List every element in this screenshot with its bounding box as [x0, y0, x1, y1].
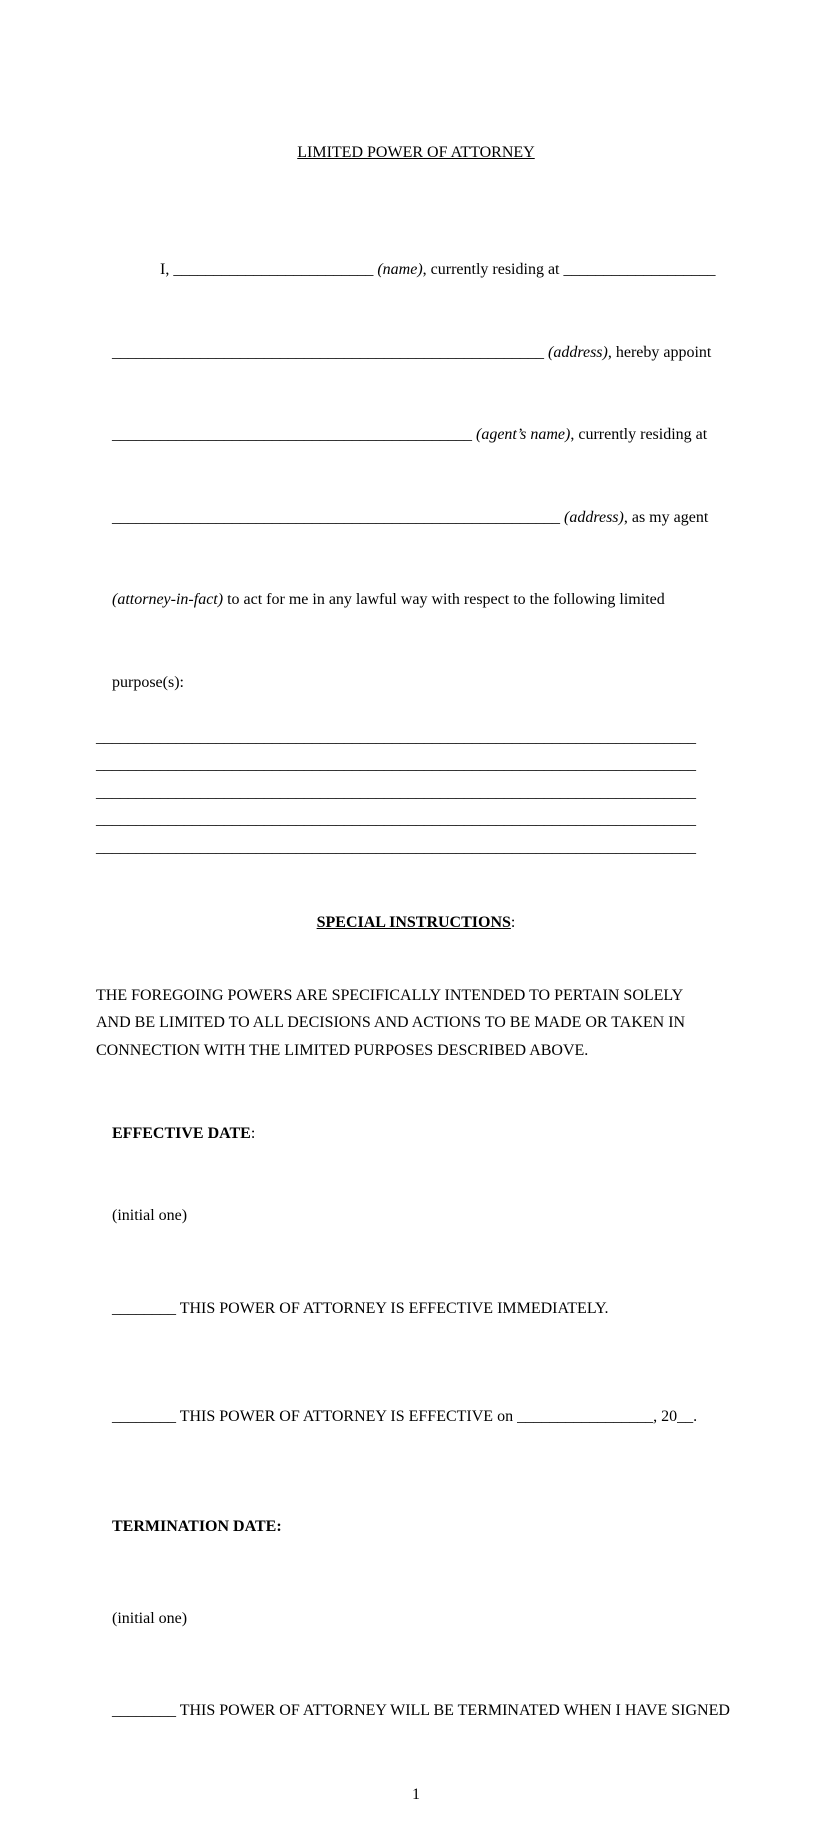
special-instructions-heading-colon: : — [511, 914, 515, 931]
termination-date-initial-note — [96, 1578, 720, 1661]
opening-line-5-rest: to act for me in any lawful way with respect to the following limited — [223, 591, 665, 608]
effective-on-date-initial-blank[interactable]: ________ — [112, 1408, 176, 1425]
termination-option-text: THIS POWER OF ATTORNEY WILL BE TERMINATED WHEN I HAVE SIGNED — [176, 1702, 730, 1719]
principal-name-blank[interactable]: _________________________ — [173, 261, 373, 278]
opening-line-3 — [96, 394, 720, 477]
special-instructions-body-line — [96, 982, 720, 1010]
effective-date-blank[interactable]: _________________ — [517, 1408, 653, 1425]
special-instructions-heading — [96, 881, 720, 964]
page-number — [96, 1754, 720, 1836]
effective-immediately-initial-blank[interactable]: ________ — [112, 1300, 176, 1317]
opening-line-1 — [96, 229, 720, 312]
address-field-label: (address) — [544, 344, 608, 361]
effective-immediately-text: THIS POWER OF ATTORNEY IS EFFECTIVE IMMEDIATELY. — [176, 1300, 609, 1317]
effective-date-heading-text: EFFECTIVE DATE — [112, 1125, 251, 1142]
effective-date-heading-colon: : — [251, 1125, 255, 1142]
effective-date-initial-note — [96, 1175, 720, 1258]
purpose-blank-line-4[interactable]: ___________________________________________________________________________ — [96, 811, 696, 828]
opening-line-2-rest: , hereby appoint — [608, 344, 712, 361]
effective-year-suffix: , 20__. — [653, 1408, 697, 1425]
name-field-label: (name) — [373, 261, 422, 278]
opening-line-1-pre: I, — [160, 261, 173, 278]
principal-address-blank-end[interactable]: ______________________________________________________ — [112, 344, 544, 361]
initial-one-note: (initial one) — [112, 1207, 187, 1224]
termination-date-heading — [96, 1485, 720, 1568]
termination-initial-blank[interactable]: ________ — [112, 1702, 176, 1719]
agent-address-blank[interactable]: ________________________________________________________ — [112, 509, 560, 526]
effective-date-heading — [96, 1092, 720, 1175]
purpose-blank-line-3[interactable]: ___________________________________________________________________________ — [96, 784, 696, 801]
opening-line-4 — [96, 476, 720, 559]
effective-on-date-text: THIS POWER OF ATTORNEY IS EFFECTIVE on — [176, 1408, 517, 1425]
purpose-blank-row — [96, 834, 720, 862]
effective-on-date-option — [96, 1376, 720, 1459]
principal-address-blank-start[interactable]: ___________________ — [563, 261, 715, 278]
initial-one-note: (initial one) — [112, 1610, 187, 1627]
document-title — [96, 111, 720, 194]
purpose-blank-line-5[interactable]: ___________________________________________________________________________ — [96, 839, 696, 856]
opening-line-6 — [96, 641, 720, 724]
termination-signed-option — [96, 1669, 720, 1752]
opening-line-4-rest: , as my agent — [624, 509, 708, 526]
special-instructions-body-line — [96, 1009, 720, 1037]
attorney-in-fact-label: (attorney-in-fact) — [112, 591, 223, 608]
special-instructions-body-line — [96, 1037, 720, 1065]
opening-line-5 — [96, 559, 720, 642]
agent-name-blank[interactable]: _____________________________________________ — [112, 426, 472, 443]
purpose-blank-row — [96, 751, 720, 779]
page-number-text: 1 — [412, 1786, 420, 1803]
agent-name-field-label: (agent’s name) — [472, 426, 570, 443]
termination-date-heading-text: TERMINATION DATE: — [112, 1518, 282, 1535]
effective-immediately-option — [96, 1267, 720, 1350]
purpose-blank-row — [96, 779, 720, 807]
purpose-blank-row — [96, 806, 720, 834]
special-instructions-heading-text: SPECIAL INSTRUCTIONS — [317, 914, 511, 931]
document-title-text: LIMITED POWER OF ATTORNEY — [297, 144, 534, 161]
special-instructions-text-1: THE FOREGOING POWERS ARE SPECIFICALLY INTENDED TO PERTAIN SOLELY — [96, 987, 683, 1004]
special-instructions-text-3: CONNECTION WITH THE LIMITED PURPOSES DESCRIBED ABOVE. — [96, 1042, 588, 1059]
purposes-lead-in: purpose(s): — [112, 674, 184, 691]
opening-line-1-mid: , currently residing at — [423, 261, 564, 278]
purpose-blank-line-2[interactable]: ___________________________________________________________________________ — [96, 756, 696, 773]
opening-line-3-rest: , currently residing at — [570, 426, 707, 443]
purpose-blank-line-1[interactable]: ___________________________________________________________________________ — [96, 729, 696, 746]
special-instructions-text-2: AND BE LIMITED TO ALL DECISIONS AND ACTIONS TO BE MADE OR TAKEN IN — [96, 1014, 685, 1031]
opening-line-2 — [96, 311, 720, 394]
agent-address-field-label: (address) — [560, 509, 624, 526]
purpose-blank-row — [96, 724, 720, 752]
